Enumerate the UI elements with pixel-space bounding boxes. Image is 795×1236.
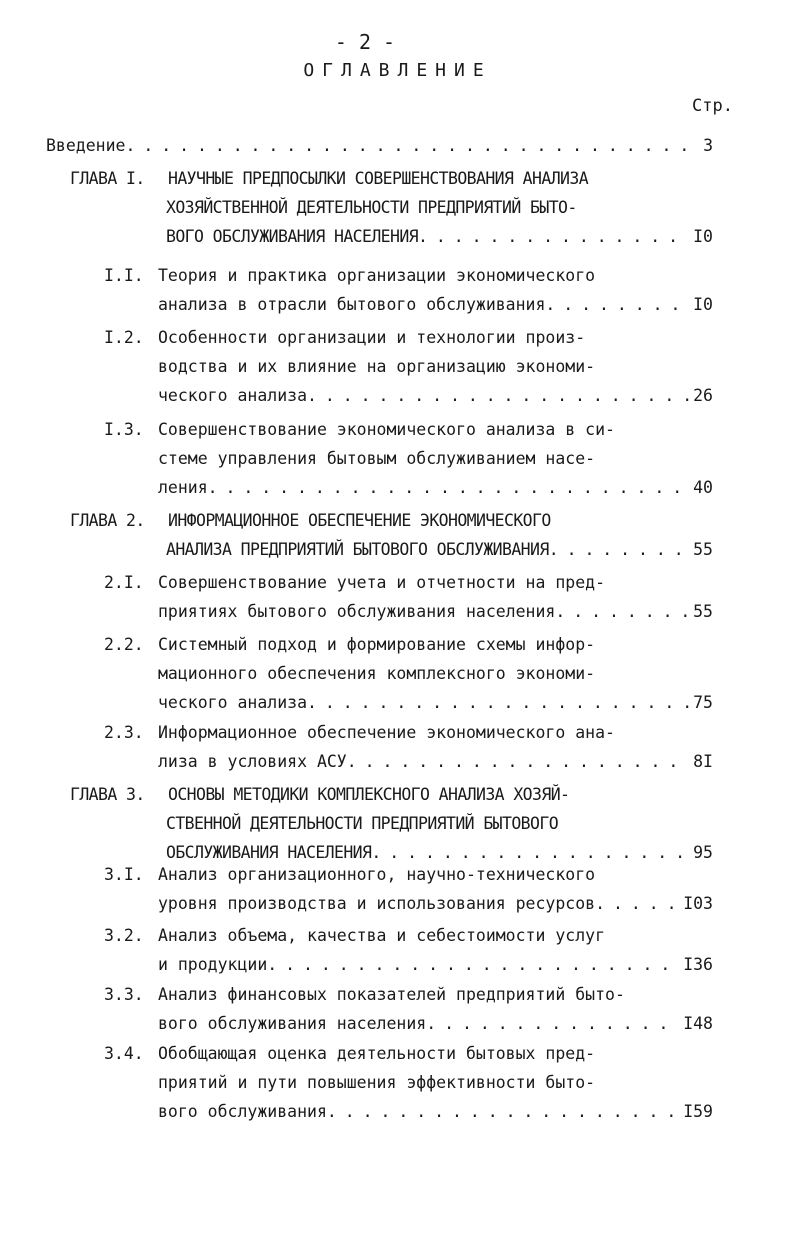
section-number: 3.3. — [104, 985, 144, 1004]
chapter-title-line: ХОЗЯЙСТВЕННОЙ ДЕЯТЕЛЬНОСТИ ПРЕДПРИЯТИЙ БЫТО- — [166, 198, 577, 217]
section-title-line: Обобщающая оценка деятельности бытовых пред- — [158, 1044, 596, 1063]
section-title-line: Информационное обеспечение экономического ана- — [158, 723, 615, 742]
section-number: 2.I. — [104, 573, 144, 592]
page-reference: I48 — [680, 1012, 713, 1036]
section-title-line: Совершенствование экономического анализа в си- — [158, 420, 615, 439]
page-number: - 2 - — [334, 30, 396, 54]
page-reference: 55 — [690, 538, 713, 562]
section-title-line: водства и их влияние на организацию экономи- — [158, 357, 596, 376]
page-reference: 95 — [690, 841, 713, 865]
section-title-line: Анализ объема, качества и себестоимости услуг — [158, 926, 606, 945]
page-reference: 75 — [690, 691, 713, 715]
section-title-line: мационного обеспечения комплексного экономи- — [158, 664, 596, 683]
section-title-line: вого обслуживания . . . — [158, 1100, 705, 1124]
page-reference: 3 — [700, 134, 713, 158]
chapter-title-line: АНАЛИЗА ПРЕДПРИЯТИЙ БЫТОВОГО ОБСЛУЖИВАНИЯ . . . — [166, 538, 705, 562]
section-title-line: Системный подход и формирование схемы инфор- — [158, 635, 596, 654]
section-number: 3.2. — [104, 926, 144, 945]
chapter-title-line: НАУЧНЫЕ ПРЕДПОСЫЛКИ СОВЕРШЕНСТВОВАНИЯ АНАЛИЗА — [168, 169, 589, 188]
page-reference: I0 — [690, 293, 713, 317]
section-title-line: Анализ финансовых показателей предприятий быто- — [158, 985, 625, 1004]
section-title-line: уровня производства и использования ресурсов . . . — [158, 892, 705, 916]
section-title-line: анализа в отрасли бытового обслуживания . . . — [158, 293, 705, 317]
section-title-line: стеме управления бытовым обслуживанием насе- — [158, 449, 596, 468]
section-number: I.I. — [104, 266, 144, 285]
section-number: 3.I. — [104, 865, 144, 884]
intro-title-line: Введение . . . — [46, 134, 705, 158]
chapter-title-line: СТВЕННОЙ ДЕЯТЕЛЬНОСТИ ПРЕДПРИЯТИЙ БЫТОВОГО — [166, 814, 559, 833]
section-title-line: ления . . . — [158, 476, 705, 500]
section-title-line: приятий и пути повышения эффективности быто- — [158, 1073, 596, 1092]
chapter-title-line: ОБСЛУЖИВАНИЯ НАСЕЛЕНИЯ . . . — [166, 841, 705, 865]
page-reference: 8I — [690, 750, 713, 774]
page-reference: I36 — [680, 953, 713, 977]
section-title-line: и продукции . . . — [158, 953, 705, 977]
section-title-line: Особенности организации и технологии произ- — [158, 328, 586, 347]
section-title-line: приятиях бытового обслуживания населения . . . — [158, 600, 705, 624]
chapter-number: ГЛАВА 3. — [70, 785, 145, 804]
section-title-line: вого обслуживания населения . . . — [158, 1012, 705, 1036]
page-reference: I59 — [680, 1100, 713, 1124]
section-number: 2.3. — [104, 723, 144, 742]
page-reference: 55 — [690, 600, 713, 624]
section-title-line: Совершенствование учета и отчетности на пред- — [158, 573, 606, 592]
section-number: I.2. — [104, 328, 144, 347]
section-number: 3.4. — [104, 1044, 144, 1063]
chapter-number: ГЛАВА I. — [70, 169, 145, 188]
chapter-title-line: ОСНОВЫ МЕТОДИКИ КОМПЛЕКСНОГО АНАЛИЗА ХОЗЯЙ- — [168, 785, 570, 804]
toc-title: ОГЛАВЛЕНИЕ — [303, 60, 492, 81]
section-number: 2.2. — [104, 635, 144, 654]
page-reference: I03 — [680, 892, 713, 916]
section-title-line: ческого анализа . . . — [158, 691, 705, 715]
section-title-line: Анализ организационного, научно-технического — [158, 865, 596, 884]
section-title-line: лиза в условиях АСУ . . . — [158, 750, 705, 774]
chapter-title-line: ВОГО ОБСЛУЖИВАНИЯ НАСЕЛЕНИЯ . . . — [166, 225, 705, 249]
section-title-line: ческого анализа . . . — [158, 384, 705, 408]
page-column-header: Стр. — [692, 96, 733, 116]
page-reference: I0 — [690, 225, 713, 249]
section-title-line: Теория и практика организации экономического — [158, 266, 596, 285]
chapter-number: ГЛАВА 2. — [70, 511, 145, 530]
page-reference: 26 — [690, 384, 713, 408]
chapter-title-line: ИНФОРМАЦИОННОЕ ОБЕСПЕЧЕНИЕ ЭКОНОМИЧЕСКОГО — [168, 511, 551, 530]
section-number: I.3. — [104, 420, 144, 439]
page-reference: 40 — [690, 476, 713, 500]
